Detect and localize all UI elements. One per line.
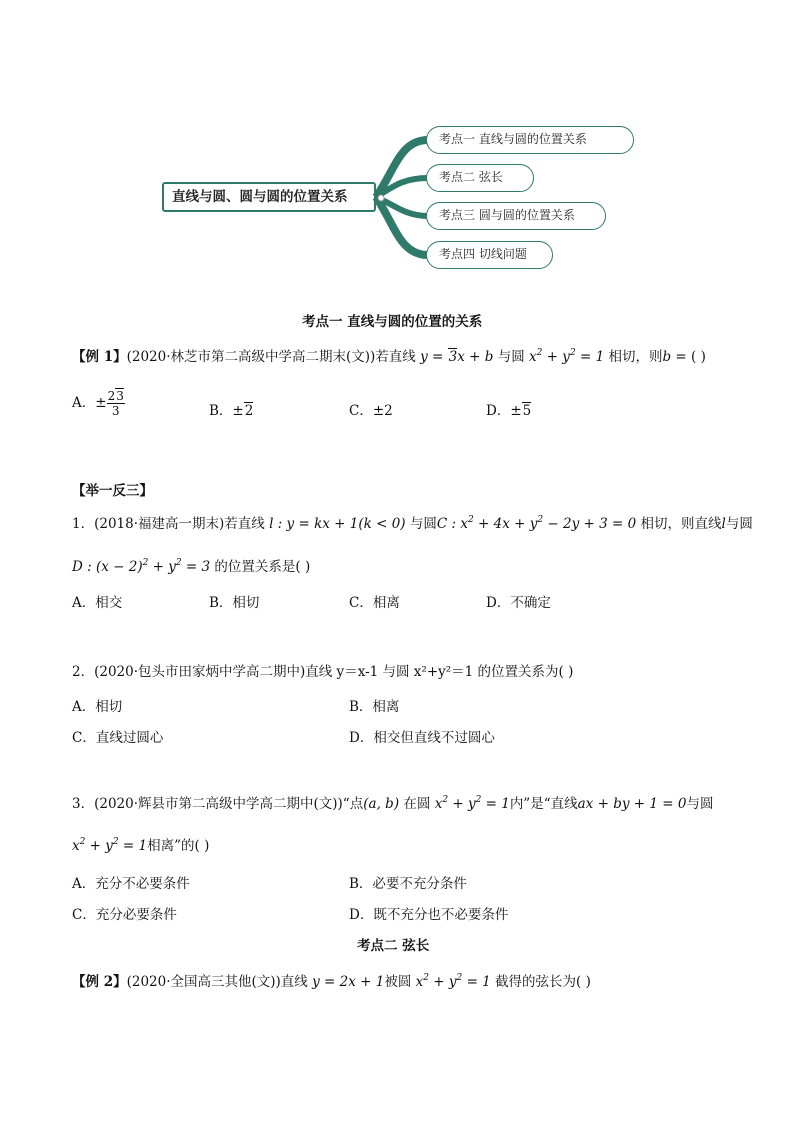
q2-option-b: B．相离: [349, 699, 400, 715]
mindmap-node-1: 考点一 直线与圆的位置关系: [426, 126, 634, 154]
q3-option-c: C．充分必要条件: [72, 907, 177, 923]
q2-option-c: C．直线过圆心: [72, 730, 164, 746]
mindmap-root: 直线与圆、圆与圆的位置关系: [162, 182, 376, 212]
example1-label: 【例 1】: [72, 349, 127, 365]
mindmap-connectors: [0, 0, 794, 300]
q3-line2: $x^2 + y^2 = 1$相离”的( ): [72, 837, 210, 854]
example1-option-d: D．±5: [486, 403, 532, 419]
example1-option-c: C．±2: [349, 403, 393, 419]
example1-source: (2020·林芝市第二高级中学高二期末(文))若直线: [126, 349, 416, 365]
section1-title: 考点一 直线与圆的位置的关系: [302, 314, 483, 330]
q3-option-a: A．充分不必要条件: [72, 876, 190, 892]
q3-option-b: B．必要不充分条件: [349, 876, 467, 892]
q3-line1: 3．(2020·辉县市第二高级中学高二期中(文))“点(a, b) 在圆 $x^2 + y^2 = 1$内”是“直线ax + by + 1 = 0与圆: [72, 795, 714, 812]
q1-option-a: A．相交: [72, 595, 123, 611]
q1-option-d: D．不确定: [486, 595, 551, 611]
q2-option-d: D．相交但直线不过圆心: [349, 730, 495, 746]
q2-option-a: A．相切: [72, 699, 123, 715]
mindmap-node-4: 考点四 切线问题: [426, 241, 553, 269]
mindmap-node-2: 考点二 弦长: [426, 164, 534, 192]
example1-option-a: A．± $\frac{23}{3}$: [72, 389, 124, 418]
example1-question: 【例 1】(2020·林芝市第二高级中学高二期末(文))若直线 y = 3x + b 与圆 $x^2 + y^2 = 1$ 相切，则b = ( ): [72, 348, 706, 365]
practice-label: 【举一反三】: [72, 483, 153, 499]
example1-option-b: B．±2: [209, 403, 254, 419]
q3-option-d: D．既不充分也不必要条件: [349, 907, 509, 923]
q1-line2: D : $(x - 2)^2 + y^2 = 3$ 的位置关系是( ): [72, 558, 311, 575]
example2-question: 【例 2】(2020·全国高三其他(文))直线 y = 2x + 1被圆 $x^2 + y^2 = 1$ 截得的弦长为( ): [72, 973, 591, 990]
q1-option-b: B．相切: [209, 595, 260, 611]
section2-title: 考点二 弦长: [357, 938, 430, 954]
q1-option-c: C．相离: [349, 595, 400, 611]
q2-text: 2．(2020·包头市田家炳中学高二期中)直线 y＝x-1 与圆 x²+y²＝1 的位置关系为( ): [72, 664, 574, 680]
q1-line1: 1．(2018·福建高一期末)若直线 l : y = kx + 1(k < 0) 与圆C : $x^2 + 4x + y^2 - 2y + 3 = 0$ 相切，则直线l与圆: [72, 515, 753, 532]
mindmap-node-3: 考点三 圆与圆的位置关系: [426, 202, 606, 230]
